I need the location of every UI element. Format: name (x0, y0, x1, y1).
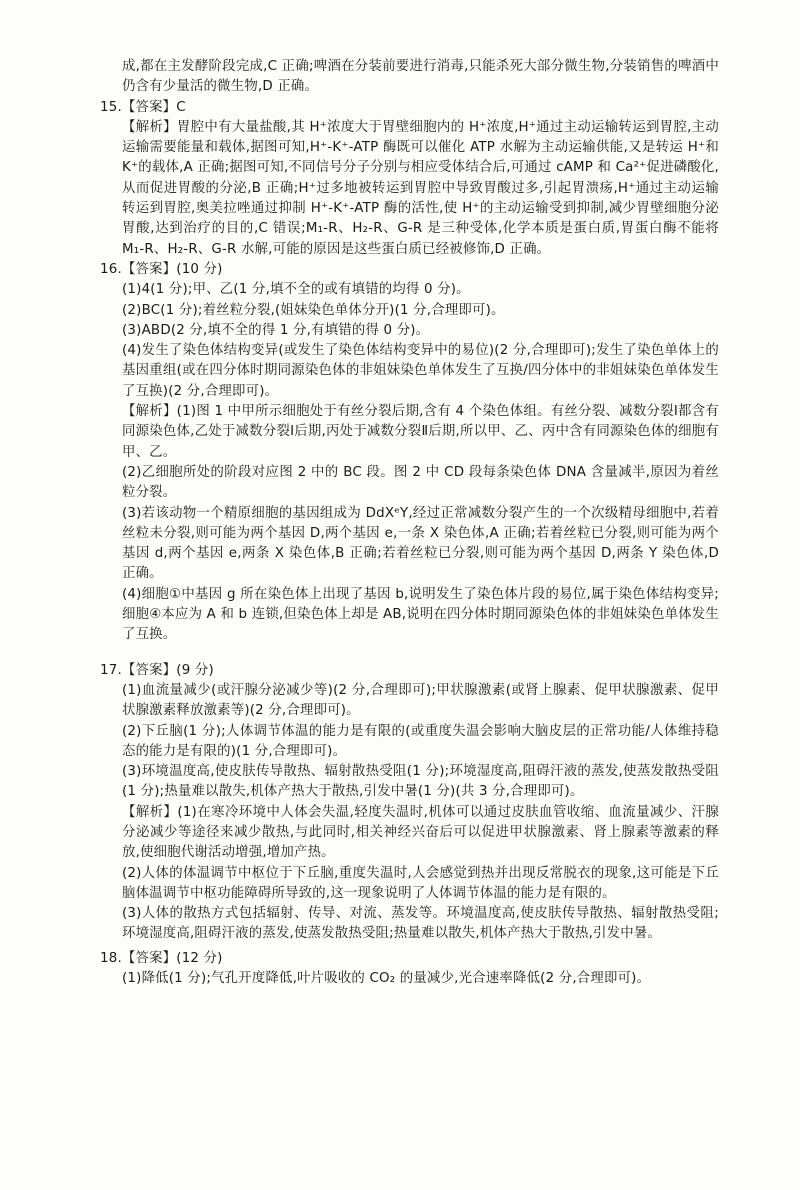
item-text: (3)若该动物一个精原细胞的基因组成为 DdXᵉY,经过正常减数分裂产生的一个次级精母细胞中,若着丝粒未分裂,则可能为两个基因 D,两个基因 e,一条 X 染色体,A 正确;若着丝粒已分裂,则可能为两个基因 d,两个基因 e,两条 X 染色体,B 正确;若着丝粒已分裂,则可能为两个基因 D,两条 Y 染色体,D 正确。 (122, 505, 719, 582)
answer-18-heading (100, 949, 719, 969)
item-text: (1)降低(1 分);气孔开度降低,叶片吸收的 CO₂ 的量减少,光合速率降低(2 分,合理即可)。 (122, 971, 651, 987)
item-text: 【解析】(1)图 1 中甲所示细胞处于有丝分裂后期,含有 4 个染色体组。有丝分裂、减数分裂Ⅰ都含有同源染色体,乙处于减数分裂Ⅰ后期,丙处于减数分裂Ⅱ后期,所以甲、乙、丙中含有同源染色体的细胞有甲、乙。 (122, 404, 719, 460)
analysis-16-part-3 (100, 504, 719, 585)
item-text: (3)人体的散热方式包括辐射、传导、对流、蒸发等。环境温度高,使皮肤传导散热、辐射散热受阻;环境湿度高,阻碍汗液的蒸发,使蒸发散热受阻;热量难以散失,机体产热大于散热,引发中暑。 (122, 906, 719, 942)
item-number: 18. (100, 950, 122, 966)
answer-16-part-2 (100, 301, 719, 321)
analysis-17-part-3 (100, 904, 719, 945)
analysis-16-part-1 (100, 402, 719, 463)
answer-17-part-3 (100, 762, 719, 803)
answer-16-part-1 (100, 280, 719, 300)
item-text: (4)细胞①中基因 g 所在染色体上出现了基因 b,说明发生了染色体片段的易位,属于染色体结构变异;细胞④本应为 A 和 b 连锁,但染色体上却是 AB,说明在四分体时期同源染色体的非姐妹染色单体发生了互换。 (122, 586, 719, 643)
item-text: 【解析】(1)在寒冷环境中人体会失温,轻度失温时,机体可以通过皮肤血管收缩、血流量减少、汗腺分泌减少等途径来减少散热,与此同时,相关神经兴奋后可以促进甲状腺激素、肾上腺素等激素的释放,使细胞代谢活动增强,增加产热。 (122, 804, 719, 861)
analysis-15 (100, 118, 719, 260)
item-text: (3)环境温度高,使皮肤传导散热、辐射散热受阻(1 分);环境湿度高,阻碍汗液的蒸发,使蒸发散热受阻(1 分);热量难以散失,机体产热大于散热,引发中暑(1 分)(共 3 分,合理即可)。 (122, 764, 719, 800)
analysis-16-part-2 (100, 463, 719, 504)
answer-key-content (100, 57, 719, 989)
answer-18-part-1 (100, 969, 719, 989)
item-number: 16. (100, 261, 122, 277)
item-text: (2)人体的体温调节中枢位于下丘脑,重度失温时,人会感觉到热并出现反常脱衣的现象,这可能是下丘脑体温调节中枢功能障碍所导致的,这一现象说明了人体调节体温的能力是有限的。 (122, 865, 719, 901)
answer-16-part-3 (100, 321, 719, 341)
answer-17-part-1 (100, 681, 719, 722)
item-number: 17. (100, 662, 122, 678)
analysis-17-part-1 (100, 803, 719, 864)
answer-16-heading (100, 260, 719, 280)
item-text: (3)ABD(2 分,填不全的得 1 分,有填错的得 0 分)。 (122, 322, 430, 338)
item-text: (2)下丘脑(1 分);人体调节体温的能力是有限的(或重度失温会影响大脑皮层的正常功能/人体维持稳态的能力是有限的)(1 分,合理即可)。 (122, 723, 719, 759)
answer-16-part-4 (100, 341, 719, 402)
answer-17-part-2 (100, 722, 719, 763)
item-number: 15. (100, 99, 122, 115)
item-text: (1)4(1 分);甲、乙(1 分,填不全的或有填错的均得 0 分)。 (122, 282, 470, 298)
item-text: (2)乙细胞所处的阶段对应图 2 中的 BC 段。图 2 中 CD 段每条染色体 DNA 含量减半,原因为着丝粒分裂。 (122, 464, 719, 501)
analysis-16-part-4 (100, 585, 719, 646)
item-text: (4)发生了染色体结构变异(或发生了染色体结构变异中的易位)(2 分,合理即可);发生了染色单体上的基因重组(或在四分体时期同源染色体的非姐妹染色单体发生了互换/四分体中的非姐妹染色单体发生了互换)(2 分,合理即可)。 (122, 343, 719, 399)
item-text: 【答案】C (121, 99, 186, 115)
item-text: (2)BC(1 分);着丝粒分裂,(姐妹染色单体分开)(1 分,合理即可)。 (122, 302, 505, 318)
item-text: 【答案】(9 分) (121, 662, 214, 678)
gap-before-17 (100, 646, 719, 661)
item-text: 【答案】(12 分) (121, 950, 223, 966)
item-text: 成,都在主发酵阶段完成,C 正确;啤酒在分装前要进行消毒,只能杀死大部分微生物,分装销售的啤酒中仍含有少量活的微生物,D 正确。 (122, 59, 719, 95)
item-text: 【解析】胃腔中有大量盐酸,其 H⁺浓度大于胃壁细胞内的 H⁺浓度,H⁺通过主动运输转运到胃腔,主动运输需要能量和载体,据图可知,H⁺-K⁺-ATP 酶既可以催化 ATP 水解为主动运输供能,又是转运 H⁺和 K⁺的载体,A 正确;据图可知,不同信号分子分别与相应受体结合后,可通过 cAMP 和 Ca²⁺促进磷酸化,从而促进胃酸的分泌,B 正确;H⁺过多地被转运到胃腔中导致胃酸过多,引起胃溃疡,H⁺通过主动运输转运到胃腔,奥美拉唑通过抑制 H⁺-K⁺-ATP 酶的活性,使 H⁺的主动运输受到抑制,减少胃壁细胞分泌胃酸,达到治疗的目的,C 错误;M₁-R、H₂-R、G-R 是三种受体,化学本质是蛋白质,胃蛋白酶不能将 M₁-R、H₂-R、G-R 水解,可能的原因是这些蛋白质已经被修饰,D 正确。 (122, 119, 719, 257)
item-text: (1)血流量减少(或汗腺分泌减少等)(2 分,合理即可);甲状腺激素(或肾上腺素、促甲状腺激素、促甲状腺激素释放激素等)(2 分,合理即可)。 (122, 682, 719, 719)
item-text: 【答案】(10 分) (121, 261, 223, 277)
answer-17-heading (100, 661, 719, 681)
answer-15-heading (100, 98, 719, 118)
answer-14-tail (100, 57, 719, 98)
analysis-17-part-2 (100, 864, 719, 905)
